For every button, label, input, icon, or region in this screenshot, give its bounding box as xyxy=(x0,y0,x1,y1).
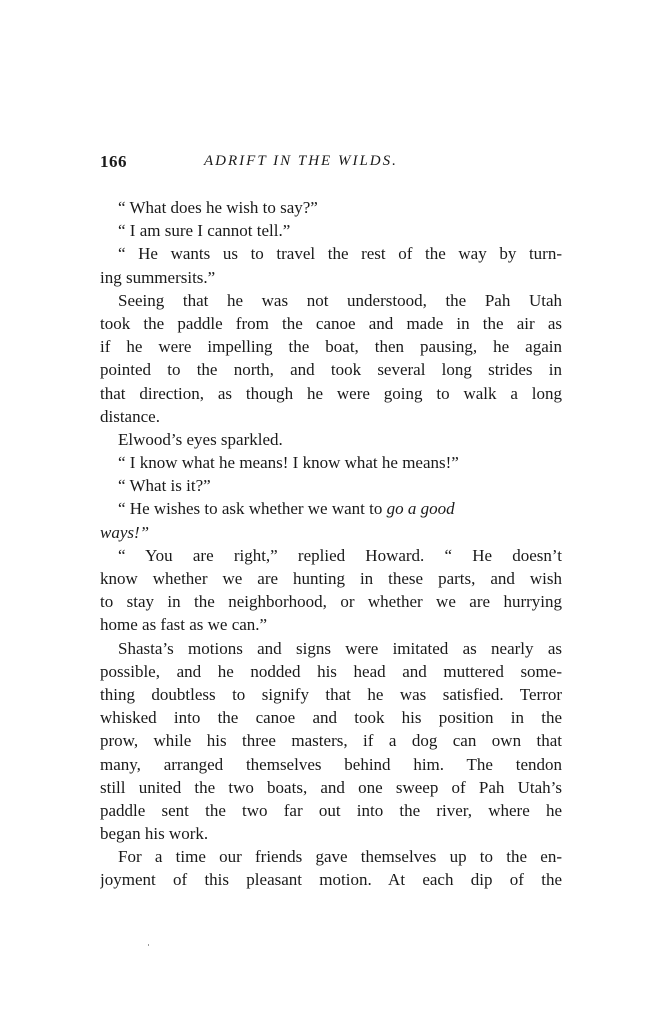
text-line: Shasta’s motions and signs were imitated as nearly as xyxy=(118,638,562,658)
text-line: possible, and he nodded his head and muttered some- xyxy=(100,661,562,681)
text-line: “ He wants us to travel the rest of the way by turn- xyxy=(118,244,562,264)
text-line: if he were impelling the boat, then pausing, he again xyxy=(100,337,562,357)
text-line: “ You are right,” replied Howard. “ He doesn’t xyxy=(118,545,562,565)
text-line: distance. xyxy=(100,406,160,426)
text-line: Seeing that he was not understood, the Pah Utah xyxy=(118,290,562,310)
text-line: whisked into the canoe and took his position in the xyxy=(100,708,562,728)
text-line: know whether we are hunting in these parts, and wish xyxy=(100,569,562,588)
text-line: “ What is it?” xyxy=(118,476,211,496)
text-line xyxy=(100,497,562,520)
text-line: joyment of this pleasant motion. At each dip of the xyxy=(100,870,562,890)
page-number: 166 xyxy=(100,152,127,171)
text-line: “ What does he wish to say?” xyxy=(118,198,318,217)
text-line: “ I know what he means! I know what he means!” xyxy=(118,453,459,473)
italic-phrase: go a good xyxy=(386,499,455,519)
text-line: For a time our friends gave themselves up to the en- xyxy=(118,847,562,867)
text-line: to stay in the neighborhood, or whether we are hurrying xyxy=(100,592,562,612)
text-line: home as fast as we can.” xyxy=(100,615,268,635)
text-line: pointed to the north, and took several long strides in xyxy=(100,360,562,380)
text-line: that direction, as though he were going to walk a long xyxy=(100,383,562,403)
text-line: still united the two boats, and one sweep of Pah Utah’s xyxy=(100,777,562,797)
text-run: “ He wishes to ask whether we want to xyxy=(118,499,383,519)
text-line: ways!” xyxy=(100,522,150,542)
text-line: many, arranged themselves behind him. The tendon xyxy=(100,754,562,774)
text-line: Elwood’s eyes sparkled. xyxy=(118,429,283,449)
text-line: began his work. xyxy=(100,824,209,844)
text-line: took the paddle from the canoe and made in the air as xyxy=(100,313,562,333)
text-line: “ I am sure I cannot tell.” xyxy=(118,221,291,241)
paper-speck xyxy=(148,944,149,946)
body-text xyxy=(100,196,562,892)
text-line: paddle sent the two far out into the river, where he xyxy=(100,800,562,820)
text-line: prow, while his three masters, if a dog can own that xyxy=(100,731,562,751)
running-head xyxy=(100,152,562,176)
text-line: thing doubtless to signify that he was satisfied. Terror xyxy=(100,684,562,704)
text-line: ing summersits.” xyxy=(100,267,216,287)
running-title: ADRIFT IN THE WILDS. xyxy=(204,153,398,169)
